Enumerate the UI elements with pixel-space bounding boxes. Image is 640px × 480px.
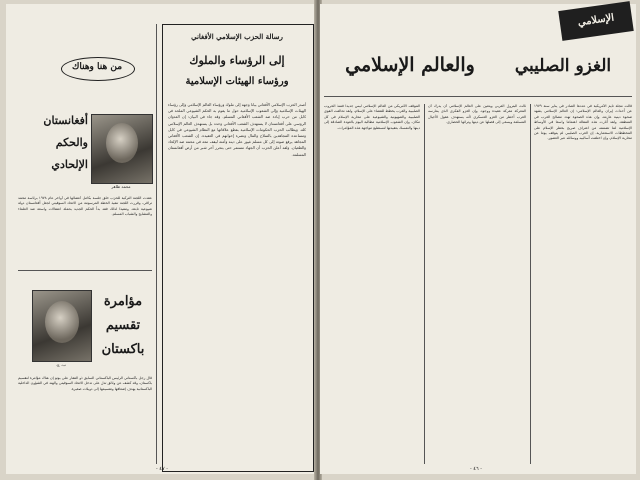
article-column-3: الموقف الأمريكي من العالم الإسلامي ليس جديدا فمنذ الحروب الصليبية والغرب يخطط للقضاء على الإسلام، ولقد تحالفت القوى الصليبية والصهيونية والشيوعية على محاربة الإسلام في كل مكان. وإن الشعوب الإسلامية مطالبة اليوم بالعودة الصادقة إلى دينها والتمسك بعقيدتها لتستطيع مواجهة هذه المؤامرات. bbox=[324, 104, 420, 130]
article1-body: عقدت اللجنة التركية للحزب خلق جلسة بكامل أعضائها في أواخر عام ١٩٧٨ برئاسة محمد تراقي، وقررت اللجنة تنفيذ الخطة المرسومة من الاتحاد السوفيتي لجعل أفغانستان دولة شيوعية تابعة. وتنفيذا لذلك فقد بدأ الحكم الجديد بحملة اعتقالات واسعة ضد العلماء والمشايخ والشباب المسلم. bbox=[18, 196, 152, 217]
headline-part1: الغزو الصليبي bbox=[514, 56, 612, 76]
box-body: أصدر الحزب الإسلامي الأفغاني بيانا وجهه إلى ملوك ورؤساء العالم الإسلامي وإلى رؤساء الهيئات الإسلامية وإلى الشعوب الإسلامية حول ما يقوم به الحكم الشيوعي الملحد في كابل من حرب إبادة ضد الشعب الأفغاني المسلم. وقد جاء في البيان: إن العدوان الروسي على أفغانستان لا يستهدف الشعب الأفغاني وحده بل يستهدف العالم الإسلامي كله. ويطالب الحزب الحكومات الإسلامية بقطع علاقاتها مع النظام الشيوعي في كابل ومساعدة المجاهدين بالسلاح والمال ونصرة إخوانهم في العقيدة. إن الشعب الأفغاني المجاهد يرفع صوته إلى كل مسلم غيور على دينه وأمته ليقف معه في محنته ضد الإلحاد والطغيان. ولقد أعلن الحزب أن الجهاد مستمر حتى يتحرر آخر شبر من أرض أفغانستان المسلمة. bbox=[168, 102, 306, 157]
column-divider bbox=[530, 104, 531, 464]
portrait-face bbox=[45, 301, 79, 343]
column-header-text: من هنا وهناك bbox=[71, 62, 123, 72]
article2-photo bbox=[32, 290, 92, 362]
column-divider bbox=[424, 104, 425, 464]
article1-photo-caption: محمد ظاهر bbox=[111, 184, 131, 189]
right-page bbox=[320, 4, 636, 474]
article1-photo bbox=[91, 114, 153, 184]
article-column-2: ثالث البترول العربي ويتعين على العالم الإسلامي أن يدرك أن المعركة معركة عقيدة ووجود. وإن الغزو الفكري الذي يمارسه الغرب أخطر من الغزو العسكري لأنه يستهدف عقول الأجيال المسلمة ويسعى إلى فصلها عن دينها وتراثها الحضاري. bbox=[428, 104, 526, 125]
page-number-right: - ٤٦ - bbox=[470, 466, 482, 472]
headline-part2: والعالم الإسلامي bbox=[345, 54, 475, 76]
section-logo bbox=[558, 1, 633, 41]
article1-title-line1: أفغانستان bbox=[43, 114, 88, 127]
article2-title-line3: باكستان bbox=[101, 342, 145, 357]
article2-title-line1: مؤامرة bbox=[103, 294, 143, 309]
portrait-face bbox=[106, 123, 138, 163]
separator bbox=[18, 270, 152, 271]
article1-title-line2: والحكم bbox=[55, 136, 88, 149]
article2-photo-caption: ب. ع. bbox=[56, 362, 66, 367]
article1-title-line3: الإلحادي bbox=[51, 158, 88, 171]
box-title-line2: إلى الرؤساء والملوك bbox=[189, 54, 285, 67]
box-title-line1: رسالة الحزب الإسلامي الأفغاني bbox=[191, 32, 283, 41]
section-logo-text: الإسلامي bbox=[577, 12, 615, 29]
page-number-left: - ٤٧ - bbox=[156, 466, 168, 472]
box-title-line3: ورؤساء الهيئات الإسلامية bbox=[185, 76, 289, 87]
left-page bbox=[6, 4, 316, 474]
article2-title-line2: تقسيم bbox=[105, 318, 141, 333]
article-column-1: قالت مجلة تايم الأمريكية في عددها الصادر في يناير سنة ١٩٧٩ عن أحداث إيران والعالم الإسلامي: إن العالم الإسلامي يشهد صحوة دينية عارمة، وإن هذه الصحوة تهدد مصالح الغرب في المنطقة. ولقد أثارت هذه المقالة اهتماما واسعا في الأوساط الإسلامية لما تضمنته من اعتراف صريح بخطر الإسلام على المخططات الاستعمارية. إن الغرب الصليبي لم يتوقف يوما عن محاربة الإسلام، وإن اختلفت أساليبه ووسائله عبر العصور. bbox=[534, 104, 632, 141]
article2-body: قال رجل باكستاني الرئيس الباكستاني السابق ذو الفقار علي بوتو إن هناك مؤامرة لتقسيم باكستان، وقد كشف عن وثائق تدل على تدخل الاتحاد السوفيتي والهند في الشؤون الداخلية الباكستانية بهدف إضعافها وتقسيمها إلى دويلات صغيرة. bbox=[18, 376, 152, 391]
headline-underline bbox=[324, 96, 632, 97]
column-divider bbox=[156, 24, 157, 464]
